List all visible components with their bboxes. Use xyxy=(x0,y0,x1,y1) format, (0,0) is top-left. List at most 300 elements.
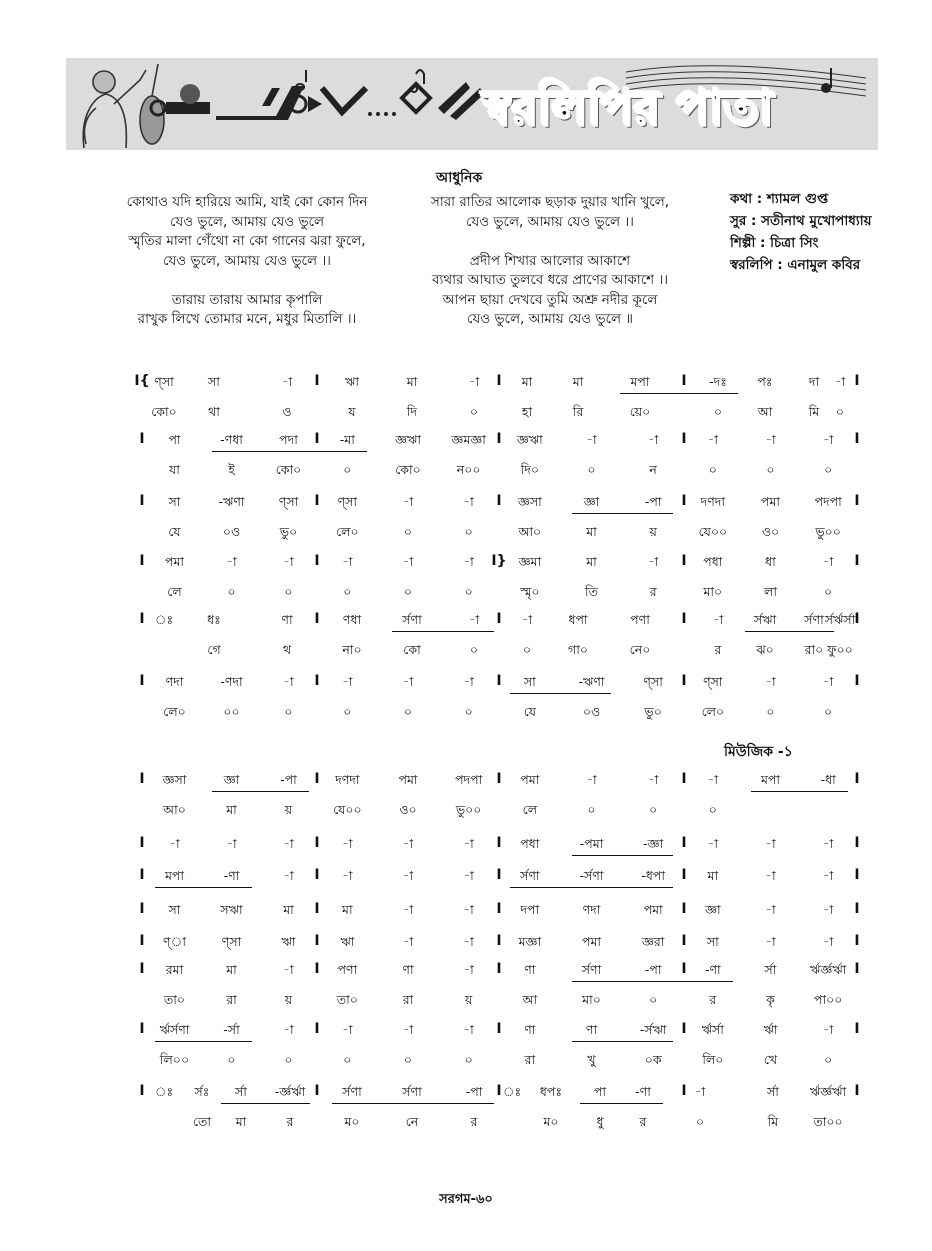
bar-line: I xyxy=(496,867,502,883)
swara-note: পমা xyxy=(581,934,602,949)
swara-note: মপা xyxy=(630,374,650,389)
syllable: দি০ xyxy=(520,462,539,477)
swara-note: ণা xyxy=(524,1022,536,1037)
syllable: যে০০ xyxy=(698,524,728,539)
swara-note: সা xyxy=(208,374,220,389)
syllable: রা xyxy=(226,992,237,1007)
swara-note: -া xyxy=(226,836,237,851)
syllable: রি xyxy=(572,404,584,419)
swara-note: -া xyxy=(463,836,474,851)
swara-note: ণা xyxy=(281,612,293,627)
syllable: আ xyxy=(757,404,773,419)
swara-note: র্সর্ঋর্সা xyxy=(824,612,856,627)
swara-note: পধা xyxy=(703,554,723,569)
syllable: ০ক xyxy=(644,1052,662,1067)
song-genre: আধুনিক xyxy=(436,170,483,186)
swara-note: পধা xyxy=(520,836,540,851)
swara-note: -া xyxy=(402,868,414,883)
bar-line: I xyxy=(314,867,320,883)
bar-line: I xyxy=(314,1021,320,1037)
swara-note: ধপা xyxy=(568,612,588,627)
swara-note: জ্ঞমা xyxy=(518,554,542,569)
swara-note: র্সঋা xyxy=(753,612,777,627)
swara-note: -ঋণা xyxy=(218,494,245,509)
syllable: ০ xyxy=(766,462,775,477)
bar-line: I xyxy=(854,673,860,689)
swara-note: ণা xyxy=(524,962,536,977)
bar-line: I xyxy=(681,431,687,447)
swara-note: -া xyxy=(648,772,659,787)
credit-line: কথা : শ্যামল গুপ্ত xyxy=(730,191,829,207)
syllable: গে xyxy=(207,642,221,657)
syllable: ০ xyxy=(766,704,775,719)
swara-note: র্সণা xyxy=(342,1084,362,1099)
bar-line: I xyxy=(496,961,502,977)
swara-note: -ণা xyxy=(223,868,240,883)
syllable: লি০০ xyxy=(159,1052,190,1067)
syllable: ০ও xyxy=(582,704,601,719)
swara-note: -ধপা xyxy=(641,868,665,883)
bar-line: I xyxy=(854,431,860,447)
phrase-underline xyxy=(212,791,309,792)
swara-note: -া xyxy=(463,902,474,917)
swara-note: -জ্ঞা xyxy=(643,836,664,851)
syllable: কো০ xyxy=(395,462,421,477)
swara-note: পমা xyxy=(520,772,540,787)
bar-line: I xyxy=(681,1021,687,1037)
syllable: থ xyxy=(282,642,292,657)
swara-note: -ঋণা xyxy=(578,674,605,689)
bar-line: I xyxy=(139,493,145,509)
swara-note: ণ্সা xyxy=(337,494,358,509)
bar-line: I xyxy=(496,373,502,389)
swara-note: র্সঃ xyxy=(194,1084,210,1099)
swara-note: ধপঃ xyxy=(539,1084,563,1099)
syllable: লে০ xyxy=(163,704,186,719)
syllable: ই xyxy=(228,462,235,477)
syllable: ও০ xyxy=(399,802,417,817)
swara-note: মা xyxy=(283,902,294,917)
syllable: ম০ xyxy=(344,1114,360,1129)
swara-note: জ্ঞসা xyxy=(517,494,542,509)
syllable: মা০ xyxy=(582,992,601,1007)
lyric-line xyxy=(400,232,700,252)
syllable: ভু০০ xyxy=(815,524,841,539)
syllable: ন xyxy=(649,462,657,477)
lyric-line: যেও ভুলে, আমায় যেও ভুলে ।। xyxy=(466,213,634,230)
swara-note: মা xyxy=(707,868,719,883)
swara-note: -া xyxy=(402,1022,414,1037)
syllable: য় xyxy=(284,802,293,817)
swara-note: -া xyxy=(648,432,659,447)
syllable: ০ xyxy=(464,584,473,599)
swara-note: মা xyxy=(521,374,533,389)
phrase-underline xyxy=(332,1103,494,1104)
lyric-line: সারা রাতির আলোক ছড়াক দুয়ার খানি খুলে, xyxy=(430,194,670,210)
syllable: ধু xyxy=(596,1114,604,1129)
lyric-line xyxy=(92,271,402,291)
lyric-line: রাখুক লিখে তোমার মনে, মধুর মিতালি ।। xyxy=(137,311,357,327)
bar-line: I xyxy=(854,867,860,883)
swara-note: পমা xyxy=(643,902,663,917)
swara-note: -া xyxy=(342,868,353,883)
swara-note: পমা xyxy=(398,772,418,787)
lyric-line: তারায় তারায় আমার কৃপালি xyxy=(171,291,323,308)
swara-note: -পা xyxy=(644,494,662,509)
swara-note: জ্ঞা xyxy=(705,902,721,917)
swara-note: -া xyxy=(468,374,480,389)
lyric-line: যেও ভুলে, আমায় যেও ভুলে ॥ xyxy=(467,311,633,327)
swara-note: ণদা xyxy=(165,674,184,689)
syllable: ০ xyxy=(464,704,473,719)
syllable: থা xyxy=(208,404,220,419)
swara-note: র্সণা xyxy=(402,1084,422,1099)
bar-line: I xyxy=(681,553,687,569)
swara-note: পমা xyxy=(164,554,185,569)
syllable: ০ xyxy=(708,802,717,817)
swara-note: -া xyxy=(402,674,414,689)
syllable: তো xyxy=(192,1114,212,1129)
swara-note: -া xyxy=(402,554,414,569)
swara-note: সা xyxy=(168,902,181,917)
bar-line: I xyxy=(854,901,860,917)
bar-line: I xyxy=(496,673,502,689)
swara-note: মপা xyxy=(164,868,185,883)
bar-line: I xyxy=(314,835,320,851)
phrase-underline xyxy=(510,887,673,888)
swara-note: মা xyxy=(342,902,353,917)
bar-line: I xyxy=(139,553,145,569)
syllable: ০ xyxy=(649,802,658,817)
swara-note: -া xyxy=(402,494,414,509)
swara-note: -পমা xyxy=(579,836,604,851)
swara-note: মা xyxy=(226,962,237,977)
swara-note: -া xyxy=(342,554,353,569)
swara-note: পণা xyxy=(337,962,358,977)
syllable: মা xyxy=(226,802,237,817)
syllable: ০ xyxy=(284,1052,293,1067)
bar-line: I xyxy=(139,1083,145,1099)
syllable: ০ও xyxy=(222,524,241,539)
swara-note: ঋা xyxy=(345,374,359,389)
bar-line: I xyxy=(496,901,502,917)
swara-note: ণ্সা xyxy=(278,494,299,509)
swara-note: পদপা xyxy=(455,772,483,787)
syllable: ০ xyxy=(403,704,413,719)
syllable: য়ে০ xyxy=(629,404,651,419)
syllable: স্মৃ০ xyxy=(520,584,540,599)
credit-line: স্বরলিপি : এনামুল কবির xyxy=(730,257,861,273)
swara-note: জ্ঞা xyxy=(223,772,240,787)
bar-line: I xyxy=(496,771,502,787)
lyric-line: স্মৃতির মালা গেঁথো না কো গানের ঝরা ফুলে, xyxy=(128,233,366,249)
syllable: ভু০ xyxy=(279,524,298,539)
swara-note: মা xyxy=(586,554,597,569)
swara-note: -া xyxy=(463,962,474,977)
syllable: কো০ xyxy=(275,462,302,477)
swara-note: -পা xyxy=(280,772,297,787)
swara-note: সা xyxy=(168,494,181,509)
syllable: ০ xyxy=(649,992,658,1007)
syllable: ০ xyxy=(343,1052,352,1067)
phrase-underline xyxy=(745,631,834,632)
swara-note: ণ্সা xyxy=(643,674,663,689)
swara-note: -া xyxy=(707,772,718,787)
syllable: লে xyxy=(167,584,182,599)
swara-note: ণ্া xyxy=(163,934,186,949)
phrase-underline xyxy=(572,981,733,982)
bar-line: I xyxy=(139,673,145,689)
syllable: য় xyxy=(649,524,657,539)
syllable: ০ xyxy=(708,462,717,477)
bar-line: I xyxy=(681,933,687,949)
bar-line: I xyxy=(496,1021,502,1037)
syllable: মা xyxy=(586,524,597,539)
swara-note: র্সা xyxy=(767,1084,779,1099)
syllable: রা xyxy=(524,1052,536,1067)
swara-note: মা xyxy=(406,374,418,389)
swara-note: -া xyxy=(765,868,776,883)
bar-line: I xyxy=(314,933,320,949)
syllable: মি xyxy=(767,1114,779,1129)
bar-line: I xyxy=(139,901,145,917)
bar-line: I xyxy=(139,835,145,851)
swara-note: জ্ঞঋা xyxy=(516,432,543,447)
swara-note: -া xyxy=(281,374,293,389)
swara-note: -া xyxy=(586,432,597,447)
swara-note: ণা xyxy=(402,962,414,977)
syllable: ০ xyxy=(824,584,833,599)
bar-line: I xyxy=(314,961,320,977)
syllable: যে xyxy=(168,524,181,539)
syllable: ও xyxy=(282,404,292,419)
swara-note: ণা xyxy=(585,1022,598,1037)
syllable: ০ xyxy=(403,1052,413,1067)
swara-note: সঋা xyxy=(220,902,243,917)
syllable: ঝ০ xyxy=(756,642,774,657)
syllable: ০ xyxy=(587,462,596,477)
bar-line: I xyxy=(139,961,145,977)
page-number: সরগম-৬০ xyxy=(439,1192,493,1207)
swara-note: ধা xyxy=(765,554,776,569)
syllable: লে xyxy=(522,802,538,817)
syllable: ০০ xyxy=(223,704,240,719)
swara-note: -া xyxy=(468,612,480,627)
phrase-underline xyxy=(155,887,252,888)
swara-note: ণ্সা xyxy=(154,374,174,389)
swara-note: -ণধা xyxy=(220,432,243,447)
swara-note: দণদা xyxy=(335,772,360,787)
syllable: নে০ xyxy=(629,642,651,657)
syllable: ০ xyxy=(464,524,473,539)
bar-line: I xyxy=(314,901,320,917)
bar-line: I xyxy=(681,771,687,787)
syllable: ০ xyxy=(835,404,845,419)
syllable: তি xyxy=(585,584,598,599)
syllable: লা xyxy=(764,584,777,599)
syllable: হা xyxy=(521,404,533,419)
swara-note: -া xyxy=(402,836,414,851)
syllable: ০ xyxy=(469,642,479,657)
swara-note: -পা xyxy=(644,962,662,977)
swara-note: পণা xyxy=(630,612,650,627)
swara-note: -া xyxy=(283,836,294,851)
syllable: খু xyxy=(587,1052,596,1067)
phrase-underline xyxy=(751,791,849,792)
syllable: নে xyxy=(405,1114,419,1129)
swara-note: -া xyxy=(283,1022,294,1037)
swara-note: র্সণা xyxy=(581,962,602,977)
bar-line: I xyxy=(854,835,860,851)
swara-note: -া xyxy=(463,1022,474,1037)
swara-note: ণদা xyxy=(582,902,601,917)
bar-line: I xyxy=(314,771,320,787)
swara-note: র্সণা xyxy=(520,868,540,883)
swara-note: -া xyxy=(283,962,294,977)
syllable: পা০০ xyxy=(813,992,843,1007)
syllable: ০ xyxy=(464,1052,473,1067)
syllable: র xyxy=(286,1114,294,1129)
swara-note: -মা xyxy=(339,432,355,447)
swara-note: ঋা xyxy=(281,934,296,949)
bar-line: I xyxy=(681,493,687,509)
bar-line: I xyxy=(496,933,502,949)
bar-line: I xyxy=(854,611,860,627)
syllable: ০ xyxy=(227,584,236,599)
syllable: র xyxy=(649,584,657,599)
syllable: যে xyxy=(523,704,536,719)
swara-note: পমা xyxy=(760,494,781,509)
swara-note: র্ঋর্সণা xyxy=(159,1022,190,1037)
swara-note: -া xyxy=(823,934,834,949)
swara-note: সা xyxy=(706,934,719,949)
syllable: ০ xyxy=(284,704,293,719)
lyric-line: ব্যথার আঘাত তুলবে ধরে প্রাণের আকাশে ।। xyxy=(431,272,669,288)
bar-line: I xyxy=(314,373,320,389)
section-label-music-1: মিউজিক -১ xyxy=(724,744,793,760)
syllable: যে০০ xyxy=(333,802,362,817)
swara-note: ণধা xyxy=(342,612,362,627)
lyric-line: যেও ভুলে, আমায় যেও ভুলে xyxy=(169,213,325,230)
swara-note: -া xyxy=(402,934,414,949)
swara-note: -া xyxy=(226,554,237,569)
swara-note: পদপা xyxy=(814,494,842,509)
syllable: ০ xyxy=(343,584,352,599)
swara-note: -া xyxy=(765,836,776,851)
swara-note: জ্ঞা xyxy=(583,494,600,509)
swara-note: -া xyxy=(521,612,533,627)
swara-note: -র্সণা xyxy=(579,868,604,883)
phrase-underline xyxy=(212,451,368,452)
swara-note: -া xyxy=(823,1022,834,1037)
syllable: লে০ xyxy=(336,524,359,539)
syllable: ০ xyxy=(227,1052,236,1067)
swara-note: -া xyxy=(712,612,724,627)
swara-note: -া xyxy=(169,836,180,851)
swara-note: -া xyxy=(823,836,834,851)
syllable: তা০ xyxy=(336,992,358,1007)
lyric-line: প্রদীপ শিখার আলোর আকাশে xyxy=(469,252,631,269)
swara-note: পদা xyxy=(279,432,298,447)
swara-note: মপা xyxy=(760,772,781,787)
phrase-underline xyxy=(155,1041,252,1042)
bar-line: I xyxy=(139,771,145,787)
bar-line: I xyxy=(496,493,502,509)
swara-note: -র্জ্ঞর্ঋা xyxy=(274,1084,306,1099)
phrase-underline xyxy=(221,1103,310,1104)
swara-note: -া xyxy=(586,772,597,787)
syllable: তা০ xyxy=(163,992,186,1007)
swara-note: দণদা xyxy=(700,494,725,509)
swara-note: -া xyxy=(283,868,294,883)
syllable: কো০ xyxy=(151,404,177,419)
lyrics-middle-column xyxy=(400,193,700,330)
bar-line: I xyxy=(681,901,687,917)
swara-note: -া xyxy=(463,554,474,569)
swara-note: -র্সঋা xyxy=(639,1022,667,1037)
syllable: ০ xyxy=(695,1114,705,1129)
swara-note: জ্ঞরা xyxy=(641,934,665,949)
swara-note: -া xyxy=(823,554,834,569)
syllable: তা০০ xyxy=(813,1114,843,1129)
syllable: ০ xyxy=(469,404,479,419)
bar-line: I xyxy=(681,373,687,389)
phrase-underline xyxy=(572,1041,674,1042)
syllable: লে০ xyxy=(701,704,725,719)
swara-note: রমা xyxy=(165,962,184,977)
lyric-line: যেও ভুলে, আমায় যেও ভুলে ।। xyxy=(163,252,331,269)
swara-note: -া xyxy=(648,554,659,569)
bar-line: I xyxy=(681,611,687,627)
syllable: লি০ xyxy=(702,1052,724,1067)
syllable: কৃ xyxy=(766,992,775,1007)
phrase-underline xyxy=(392,631,494,632)
syllable: র xyxy=(709,992,717,1007)
bar-line: I xyxy=(314,553,320,569)
bar-line: I xyxy=(496,431,502,447)
swara-note: -া xyxy=(463,494,474,509)
bar-line: I xyxy=(681,961,687,977)
syllable: ০ xyxy=(824,462,833,477)
swara-note: -ণা xyxy=(635,1084,651,1099)
header-banner xyxy=(66,58,878,150)
bar-line: I xyxy=(854,373,860,389)
swara-note: -ধা xyxy=(820,772,836,787)
swara-note: -া xyxy=(342,1022,353,1037)
swara-note: র্সা xyxy=(764,962,777,977)
swara-note: -া xyxy=(823,674,834,689)
lyric-line: আপন ছায়া দেখবে তুমি অশ্রু নদীর কূলে xyxy=(442,291,658,308)
syllable: য় xyxy=(284,992,293,1007)
credit-line: সুর : সতীনাথ মুখোপাধ্যায় xyxy=(730,213,872,229)
swara-note: -া xyxy=(342,674,353,689)
bar-line: I xyxy=(681,1083,687,1099)
bar-line: I xyxy=(854,553,860,569)
bar-line: I xyxy=(139,933,145,949)
swara-note: -া xyxy=(463,868,474,883)
bar-line: I xyxy=(314,611,320,627)
lyric-line: কোথাও যদি হারিয়ে আমি, যাই কো কোন দিন xyxy=(126,194,368,210)
swara-note: র্সণা xyxy=(804,612,824,627)
swara-note: দপা xyxy=(520,902,540,917)
swara-note: -া xyxy=(765,934,776,949)
swara-note: ণ্সা xyxy=(221,934,242,949)
bar-line: I xyxy=(854,771,860,787)
bar-line: I xyxy=(681,673,687,689)
swara-note: জ্ঞসা xyxy=(162,772,187,787)
phrase-underline xyxy=(580,1103,663,1104)
swara-note: র্ঋা xyxy=(763,1022,778,1037)
